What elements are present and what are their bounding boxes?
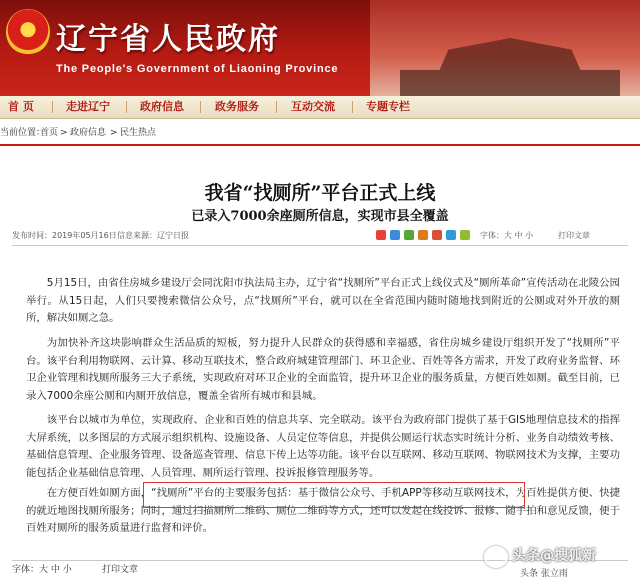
breadcrumb [0,125,640,141]
site-banner [0,0,640,96]
nav-divider [126,101,127,113]
footer-font-size-control[interactable]: 字体：大 中 小 [12,565,72,575]
nav-divider [52,101,53,113]
nav-item-home[interactable]: 首 页 [8,100,34,113]
nav-divider [352,101,353,113]
nav-divider [276,101,277,113]
watermark-logo-icon [484,546,508,568]
breadcrumb-home[interactable]: 首页 [40,128,59,138]
share-wechat-icon[interactable] [404,230,414,240]
site-title-english: The People's Government of Liaoning Province [56,63,339,75]
watermark-text: 头条@搜狐新 [512,548,596,564]
highlight-box [143,482,525,508]
breadcrumb-prefix: 当前位置： [0,128,46,138]
nav-item-government-services[interactable]: 政务服务 [215,100,259,113]
article-title: 我省“找厕所”平台正式上线 [204,182,436,204]
share-qzone-icon[interactable] [418,230,428,240]
publish-time: 发布时间：2019年05月16日 [12,231,117,240]
nav-item-government-info[interactable]: 政府信息 [140,100,184,113]
font-size-control[interactable]: 字体：大 中 小 [480,231,534,240]
breadcrumb-separator: > [110,128,118,138]
article-paragraph-2: 为加快补齐这块影响群众生活品质的短板，努力提升人民群众的获得感和幸福感，省住房城乡建设厅组织开发了“找厕所”平台。该平台利用物联网、云计算、移动互联技术，整合政府城建管理部门、环卫企业、百姓等各方需求，开发了政府业务监督、环卫企业管理和找厕所服务三大子系统，实现政府对环卫企业的全面监管，提升环卫企业的服务质量，方便百姓如厕。截至目前，已录入7000余座公厕和内厕开放信息，覆盖全省所有城市和县城。 [26,337,620,402]
main-nav [0,96,640,119]
print-article-link[interactable]: 打印文章 [558,231,590,240]
breadcrumb-livelihood[interactable]: 民生热点 [120,128,157,138]
national-emblem-icon [6,9,50,55]
nav-item-interaction[interactable]: 互动交流 [291,100,335,113]
nav-item-special-topics[interactable]: 专题专栏 [366,100,410,113]
emblem-star-icon: ★ [20,21,36,40]
share-tencent-icon[interactable] [446,230,456,240]
nav-item-about-liaoning[interactable]: 走进辽宁 [66,100,110,113]
article-paragraph-4: 在方便百姓如厕方面，“找厕所”平台的主要服务包括：基于微信公众号、手机APP等移动互联网技术，为百姓提供方便、快捷的就近地图找厕所服务；同时，通过扫描厕所二维码、厕位二维码等方式，还可以发起在线投诉、报修、随手拍和意见反馈，便于百姓对厕所的服务质量进行监督和评价。 [26,487,620,534]
article-subtitle: 已录入7000余座厕所信息，实现市县全覆盖 [191,209,449,224]
header-divider [0,144,640,146]
info-source: 信息来源：辽宁日报 [117,231,189,240]
nav-divider [200,101,201,113]
share-renren-icon[interactable] [432,230,442,240]
breadcrumb-government-info[interactable]: 政府信息 [70,128,107,138]
breadcrumb-separator: > [60,128,68,138]
article-paragraph-1: 5月15日，由省住房城乡建设厅会同沈阳市执法局主办，辽宁省“找厕所”平台正式上线仪式及“厕所革命”宣传活动在北陵公园举行。从15日起，人们只要搜索微信公众号，点“找厕所”平台，就可以在全省范围内随时随地找到附近的公厕或对外开放的厕所，解决如厕之急。 [26,277,620,324]
share-more-icon[interactable] [460,230,470,240]
article-meta [12,229,628,243]
share-qq-icon[interactable] [390,230,400,240]
article-paragraph-3: 该平台以城市为单位，实现政府、企业和百姓的信息共享、完全联动。该平台为政府部门提供了基于GIS地理信息技术的指挥大屏系统，以多图层的方式展示组织机构、设施设备、人员定位等信息，并提供公厕运行状态实时统计分析、业务自动绩效考核、基础信息管理、企业服务管理、设备巡查管理、信息下传上达等功能。该平台以互联网、移动互联网、物联网技术为支撑，主要功能包括企业基础信息管理、人员管理、厕所运行管理、投诉报修管理服务等。 [26,414,620,479]
watermark-user: 头条 张立雨 [520,569,568,579]
footer-print-link[interactable]: 打印文章 [102,565,139,575]
share-weibo-icon[interactable] [376,230,386,240]
meta-divider [12,245,628,246]
site-title: 辽宁省人民政府 [56,22,280,57]
